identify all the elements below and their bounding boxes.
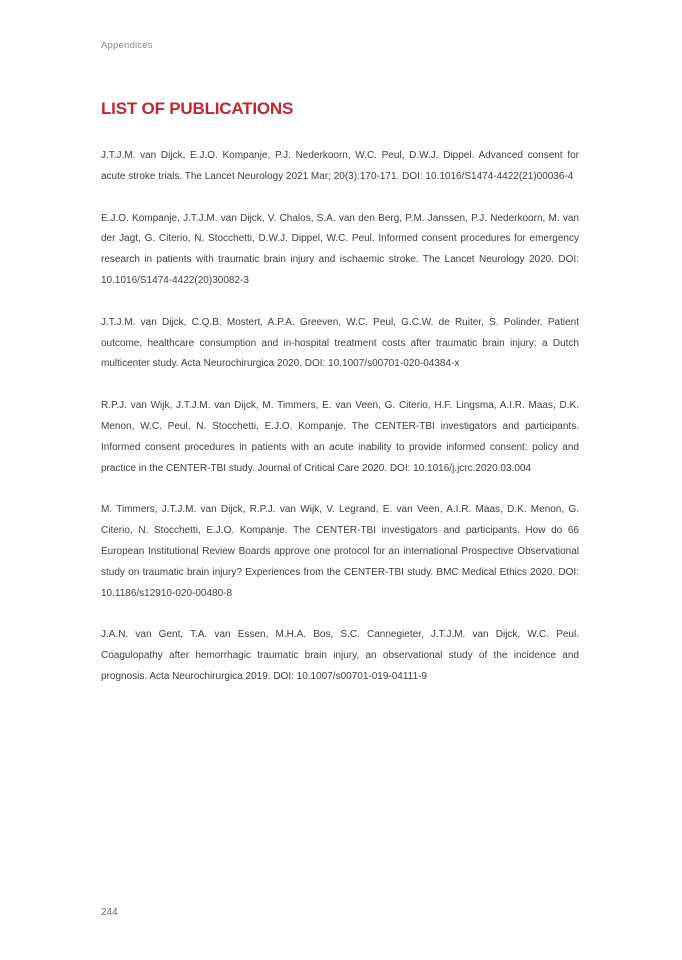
publication-entry: J.A.N. van Gent, T.A. van Essen, M.H.A. Bos, S.C. Cannegieter, J.T.J.M. van Dijck, W.C. Peul. Coagulopathy after hemorrhagic traumatic brain injury, an observational study of the incidence and prognosis. Acta Neurochirurgica 2019. DOI: 10.1007/s00701-019-04111-9: [101, 629, 579, 682]
publication-list: [101, 146, 579, 709]
publication-entry: J.T.J.M. van Dijck, C.Q.B. Mostert, A.P.A. Greeven, W.C. Peul, G.C.W. de Ruiter, S. Polinder. Patient outcome, healthcare consumption and in-hospital treatment costs after traumatic brain injury: a Dutch multicenter study. Acta Neurochirurgica 2020. DOI: 10.1007/s00701-020-04384-x: [101, 316, 579, 370]
running-header: Appendices: [101, 40, 153, 51]
publication-entry: J.T.J.M. van Dijck, E.J.O. Kompanje, P.J. Nederkoorn, W.C. Peul, D.W.J. Dippel. Advanced consent for acute stroke trials. The Lancet Neurology 2021 Mar; 20(3):170-171. DOI: 10.1016/S1474-4422(21)00036-4: [101, 150, 579, 182]
section-title: LIST OF PUBLICATIONS: [101, 99, 294, 118]
page-number: 244: [101, 907, 118, 918]
publication-entry: E.J.O. Kompanje, J.T.J.M. van Dijck, V. Chalos, S.A. van den Berg, P.M. Janssen, P.J. Nederkoorn, M. van der Jagt, G. Citerio, N. Stocchetti, D.W.J. Dippel, W.C. Peul. Informed consent procedures for emergency research in patients with traumatic brain injury and ischaemic stroke. The Lancet Neurology 2020. DOI: 10.1016/S1474-4422(20)30082-3: [101, 212, 579, 286]
publication-entry: M. Timmers, J.T.J.M. van Dijck, R.P.J. van Wijk, V. Legrand, E. van Veen, A.I.R. Maas, D.K. Menon, G. Citerio, N. Stocchetti, E.J.O. Kompanje. The CENTER-TBI investigators and participants. How do 66 European Institutional Review Boards approve one protocol for an international Prospective Observational study on traumatic brain injury? Experiences from the CENTER-TBI study. BMC Medical Ethics 2020. DOI: 10.1186/s12910-020-00480-8: [101, 504, 579, 599]
publication-entry: R.P.J. van Wijk, J.T.J.M. van Dijck, M. Timmers, E. van Veen, G. Citerio, H.F. Lingsma, A.I.R. Maas, D.K. Menon, W.C. Peul, N. Stocchetti, E.J.O. Kompanje. The CENTER-TBI investigators and participants. Informed consent procedures in patients with an acute inability to provide informed consent: policy and practice in the CENTER-TBI study. Journal of Critical Care 2020. DOI: 10.1016/j.jcrc.2020.03.004: [101, 400, 579, 474]
